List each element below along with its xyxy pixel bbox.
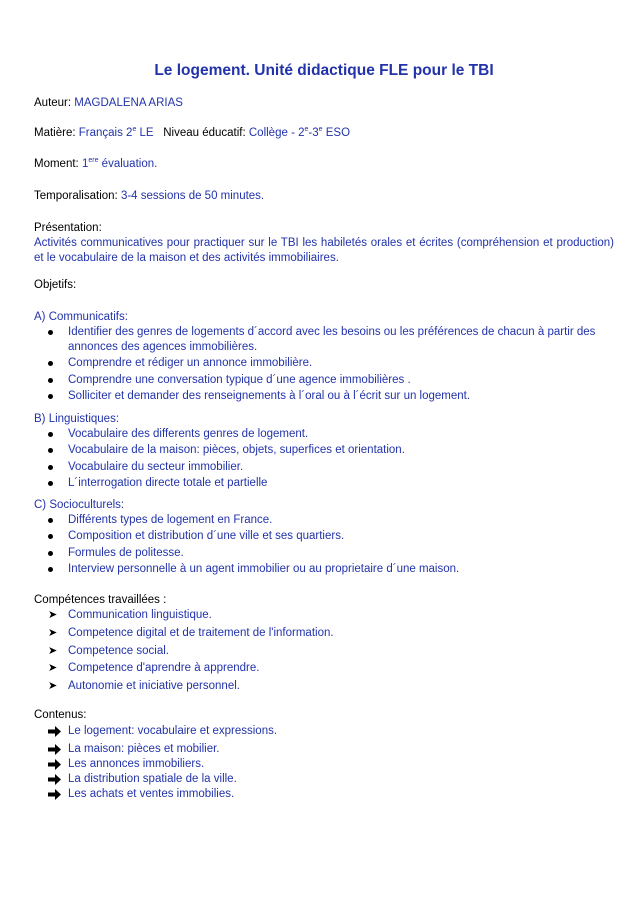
list-item: Composition et distribution d´une ville et ses quartiers.	[34, 529, 614, 544]
bullet-icon	[48, 378, 53, 383]
niveau-label: Niveau éducatif:	[163, 127, 246, 139]
arrowhead-icon: ➤	[48, 644, 58, 657]
list-item: Différents types de logement en France.	[34, 513, 614, 528]
list-item: La distribution spatiale de la ville.	[34, 772, 614, 787]
temporalisation-value: 3-4 sessions de 50 minutes.	[120, 190, 265, 202]
matiere-line	[34, 126, 350, 141]
list-item: ➤ Competence d'aprendre à apprendre.	[48, 662, 260, 675]
author-label: Auteur:	[34, 97, 72, 109]
list-item: Interview personnelle à un agent immobilier ou au proprietaire d´une maison.	[34, 562, 614, 577]
moment-label: Moment:	[34, 158, 79, 170]
right-arrow-icon	[48, 774, 61, 785]
temporalisation-line	[34, 189, 264, 204]
list-item: Solliciter et demander des renseignements à l´oral ou à l´écrit sur un logement.	[34, 389, 614, 404]
socioculturels-list	[34, 513, 614, 579]
linguistiques-list	[34, 427, 614, 493]
list-item: Vocabulaire des differents genres de logement.	[34, 427, 614, 442]
list-item: ➤ Competence social.	[48, 644, 169, 657]
matiere-label: Matière:	[34, 127, 76, 139]
bullet-icon	[48, 481, 53, 486]
list-item: ➤ Communication linguistique.	[48, 609, 212, 621]
bullet-icon	[48, 432, 53, 437]
bullet-icon	[48, 394, 53, 399]
presentation-text: Activités communicatives pour practiquer sur le TBI les habiletés orales et écrites (compréhension et production) et le vocabulaire de la maison et des activités immobiliaires.	[34, 237, 614, 264]
list-item: Les achats et ventes immobilies.	[34, 787, 614, 802]
bullet-icon	[48, 551, 53, 556]
presentation-label: Présentation:	[34, 222, 102, 234]
list-item: Vocabulaire du secteur immobilier.	[34, 460, 614, 475]
arrowhead-icon: ➤	[48, 662, 58, 675]
bullet-icon	[48, 518, 53, 523]
bullet-icon	[48, 567, 53, 572]
author-line	[34, 96, 183, 111]
right-arrow-icon	[48, 789, 61, 800]
competences-list	[34, 608, 614, 697]
socioculturels-heading: C) Socioculturels:	[34, 499, 125, 511]
list-item: Identifier des genres de logements d´accord avec les besoins ou les préférences de chacun à partir des annonces des agences immobilières.	[34, 325, 614, 355]
list-item: Le logement: vocabulaire et expressions.	[34, 724, 614, 739]
matiere-value: Français 2e LE	[78, 126, 154, 139]
temporalisation-label: Temporalisation:	[34, 190, 118, 202]
arrowhead-icon: ➤	[48, 680, 58, 693]
list-item: Comprendre une conversation typique d´une agence immobilières .	[34, 373, 614, 388]
arrowhead-icon: ➤	[48, 626, 58, 639]
list-item: La maison: pièces et mobilier.	[34, 742, 614, 757]
right-arrow-icon	[48, 759, 61, 770]
bullet-icon	[48, 534, 53, 539]
list-item: ➤ Competence digital et de traitement de l'information.	[48, 626, 334, 639]
list-item: Comprendre et rédiger un annonce immobilière.	[34, 356, 614, 371]
bullet-icon	[48, 465, 53, 470]
moment-value: 1ere évaluation.	[81, 157, 158, 170]
list-item: Vocabulaire de la maison: pièces, objets, superfices et orientation.	[34, 443, 614, 458]
bullet-icon	[48, 448, 53, 453]
author-value: MAGDALENA ARIAS	[74, 97, 183, 109]
niveau-value: Collège - 2e-3e ESO	[248, 126, 351, 139]
moment-line	[34, 157, 157, 172]
objectifs-label: Objetifs:	[34, 279, 77, 291]
list-item: Formules de politesse.	[34, 546, 614, 561]
contenus-list	[34, 724, 614, 802]
contenus-heading: Contenus:	[34, 709, 87, 721]
linguistiques-heading: B) Linguistiques:	[34, 413, 120, 425]
communicatifs-list	[34, 325, 614, 406]
document-title: Le logement. Unité didactique FLE pour le TBI	[154, 62, 494, 79]
bullet-icon	[48, 361, 53, 366]
arrowhead-icon: ➤	[48, 609, 58, 621]
bullet-icon	[48, 330, 53, 335]
list-item: ➤ Autonomie et iniciative personnel.	[48, 680, 240, 693]
list-item: Les annonces immobiliers.	[34, 757, 614, 772]
list-item: L´interrogation directe totale et partielle	[34, 476, 614, 491]
right-arrow-icon	[48, 744, 61, 755]
communicatifs-heading: A) Communicatifs:	[34, 311, 128, 323]
competences-heading: Compétences travaillées :	[34, 594, 167, 606]
right-arrow-icon	[48, 726, 61, 737]
